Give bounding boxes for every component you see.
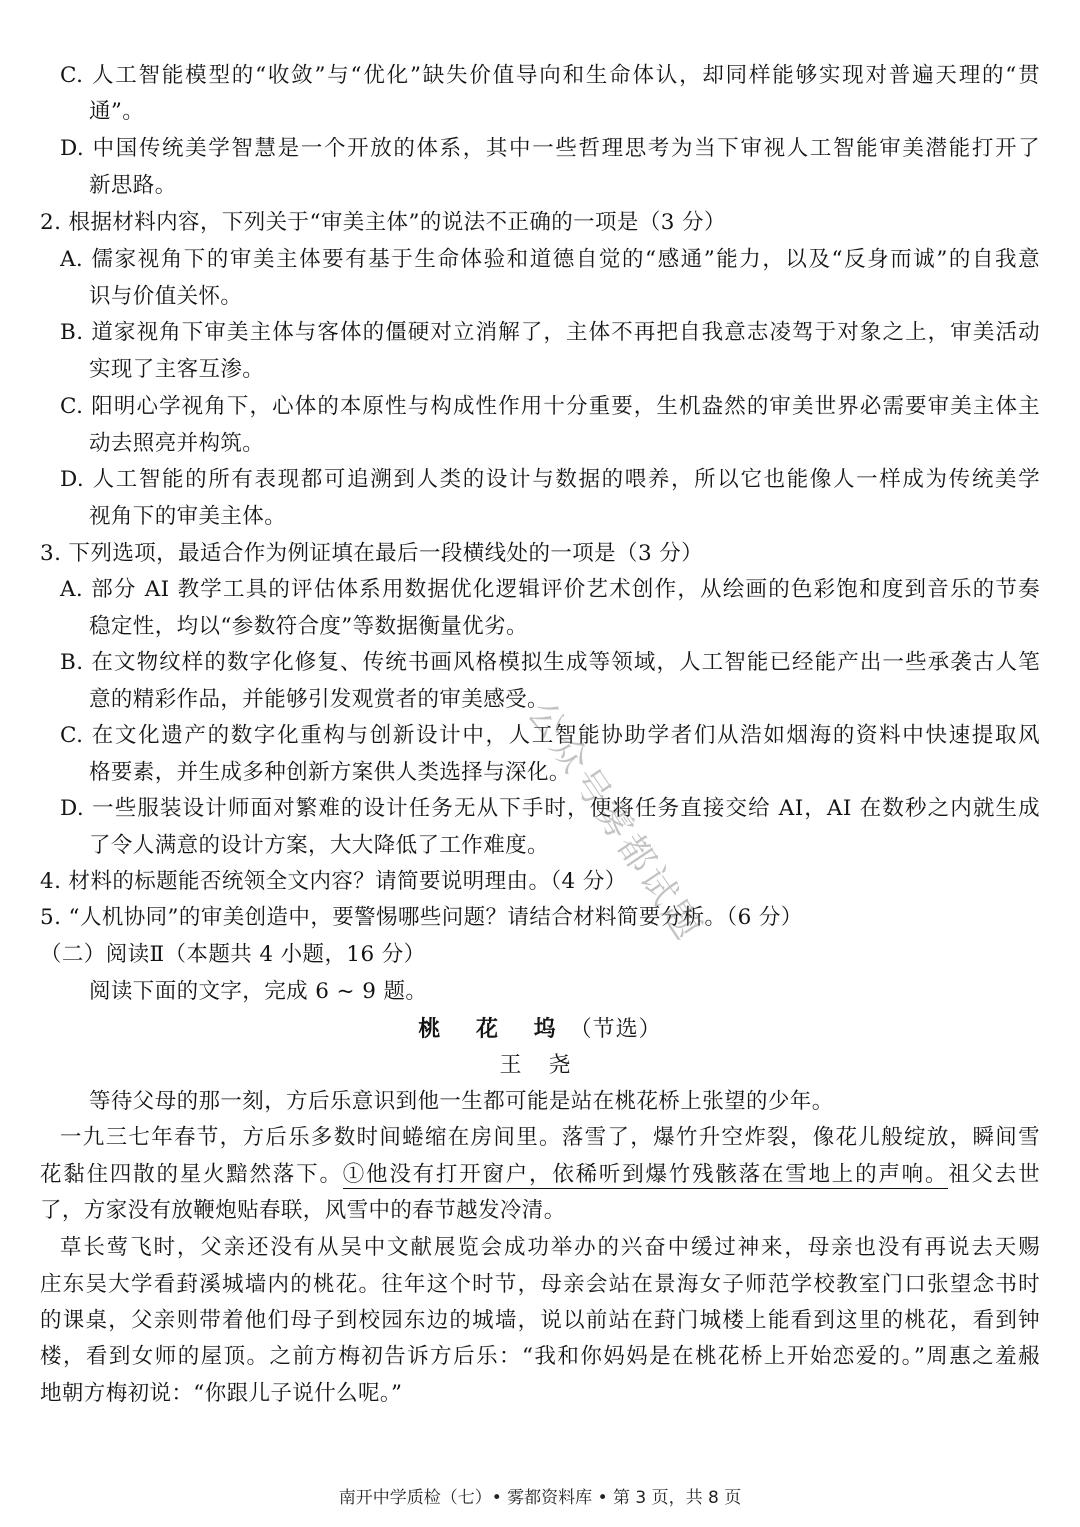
q3-option-c-line-1: C. 在文化遗产的数字化重构与创新设计中，人工智能协助学者们从浩如烟海的资料中快速提取风 — [60, 723, 1040, 748]
section-instruction: 阅读下面的文字，完成 6 ~ 9 题。 — [89, 979, 428, 1004]
q3-option-b-line-1: B. 在文物纹样的数字化修复、传统书画风格模拟生成等领域，人工智能已经能产出一些承袭古人笔 — [60, 650, 1040, 675]
story-p2-text-a: 花黏住四散的星火黯然落下。 — [40, 1162, 343, 1187]
story-title-note: （节选） — [569, 1017, 662, 1042]
q3-option-d-line-1: D. 一些服装设计师面对繁难的设计任务无从下手时，便将任务直接交给 AI，AI 在数秒之内就生成 — [60, 796, 1040, 821]
q2-option-d-line-1: D. 人工智能的所有表现都可追溯到人类的设计与数据的喂养，所以它也能像人一样成为传统美学 — [60, 467, 1040, 492]
story-paragraph-2-line-2 — [40, 1160, 1040, 1190]
q2-option-a-line-1: A. 儒家视角下的审美主体要有基于生命体验和道德自觉的“感通”能力，以及“反身而诚”的自我意 — [60, 247, 1040, 272]
q2-option-b-line-2: 实现了主客互渗。 — [89, 357, 265, 382]
option-d-line-2: 新思路。 — [89, 173, 177, 198]
story-title-main: 桃 花 坞 — [418, 1016, 570, 1042]
section-heading: （二）阅读Ⅱ（本题共 4 小题，16 分） — [40, 942, 426, 967]
story-paragraph-2-line-3: 了，方家没有放鞭炮贴春联，风雪中的春节越发冷清。 — [40, 1198, 566, 1223]
option-d-line-1: D. 中国传统美学智慧是一个开放的体系，其中一些哲理思考为当下审视人工智能审美潜能打开了 — [60, 136, 1040, 161]
story-paragraph-3-line-5: 地朝方梅初说：“你跟儿子说什么呢。” — [40, 1381, 403, 1406]
q2-option-b-line-1: B. 道家视角下审美主体与客体的僵硬对立消解了，主体不再把自我意志凌驾于对象之上，审美活动 — [60, 320, 1040, 345]
story-title — [0, 1014, 1080, 1045]
story-paragraph-3-line-3: 的课桌，父亲则带着他们母子到校园东边的城墙，说以前站在葑门城楼上能看到这里的桃花，看到钟 — [40, 1308, 1040, 1333]
q3-option-b-line-2: 意的精彩作品，并能够引发观赏者的审美感受。 — [89, 687, 549, 712]
story-paragraph-3-line-2: 庄东吴大学看葑溪城墙内的桃花。往年这个时节，母亲会站在景海女子师范学校教室门口张望念书时 — [40, 1272, 1040, 1297]
story-paragraph-3-line-4: 楼，看到女师的屋顶。之前方梅初告诉方后乐：“我和你妈妈是在桃花桥上开始恋爱的。”周惠之羞赧 — [40, 1344, 1040, 1369]
q2-option-c-line-2: 动去照亮并构筑。 — [89, 431, 265, 456]
story-p2-text-b: 祖父去世 — [948, 1162, 1040, 1187]
q3-option-a-line-2: 稳定性，均以“参数符合度”等数据衡量优劣。 — [89, 614, 528, 639]
question-5: 5. “人机协同”的审美创造中，要警惕哪些问题？请结合材料简要分析。（6 分） — [40, 905, 803, 930]
q2-option-c-line-1: C. 阳明心学视角下，心体的本原性与构成性作用十分重要，生机盎然的审美世界必需要审美主体主 — [60, 394, 1040, 419]
page-footer: 南开中学质检（七）• 雾都资料库 • 第 3 页，共 8 页 — [338, 1488, 742, 1508]
story-paragraph-3-line-1: 草长莺飞时，父亲还没有从吴中文献展览会成功举办的兴奋中缓过神来，母亲也没有再说去天赐 — [60, 1235, 1040, 1260]
option-c-line-1: C. 人工智能模型的“收敛”与“优化”缺失价值导向和生命体认，却同样能够实现对普遍天理的“贯 — [60, 63, 1040, 88]
story-author: 王 尧 — [499, 1053, 581, 1078]
watermark: 公众号雾都试题 — [519, 694, 710, 950]
q3-option-c-line-2: 格要素，并生成多种创新方案供人类选择与深化。 — [89, 760, 571, 785]
q2-option-d-line-2: 视角下的审美主体。 — [89, 504, 287, 529]
question-3: 3. 下列选项，最适合作为例证填在最后一段横线处的一项是（3 分） — [40, 541, 704, 566]
q3-option-d-line-2: 了令人满意的设计方案，大大降低了工作难度。 — [89, 833, 549, 858]
question-4: 4. 材料的标题能否统领全文内容？请简要说明理由。（4 分） — [40, 869, 627, 894]
story-paragraph-2-line-1: 一九三七年春节，方后乐多数时间蜷缩在房间里。落雪了，爆竹升空炸裂，像花儿般绽放，瞬间雪 — [60, 1125, 1040, 1150]
question-2: 2. 根据材料内容，下列关于“审美主体”的说法不正确的一项是（3 分） — [40, 210, 726, 235]
story-paragraph-1: 等待父母的那一刻，方后乐意识到他一生都可能是站在桃花桥上张望的少年。 — [89, 1089, 834, 1114]
underlined-sentence-1: ①他没有打开窗户，依稀听到爆竹残骸落在雪地上的声响。 — [342, 1162, 949, 1187]
q2-option-a-line-2: 识与价值关怀。 — [89, 284, 243, 309]
q3-option-a-line-1: A. 部分 AI 教学工具的评估体系用数据优化逻辑评价艺术创作，从绘画的色彩饱和度到音乐的节奏 — [60, 577, 1040, 602]
option-c-line-2: 通”。 — [89, 99, 145, 124]
